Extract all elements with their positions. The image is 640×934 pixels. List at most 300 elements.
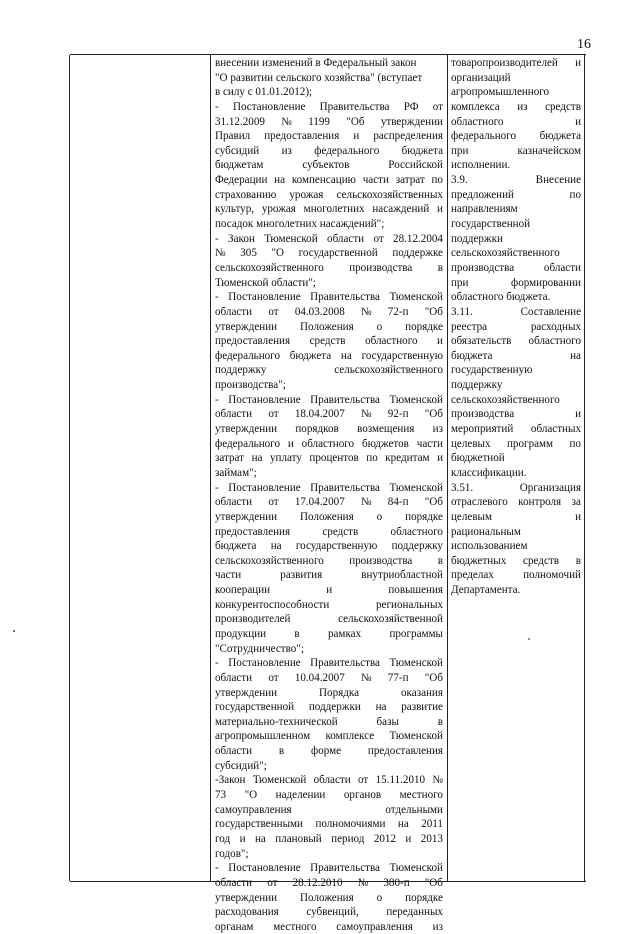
word: местного — [399, 789, 443, 802]
text-line: поддержки — [451, 232, 503, 245]
word: и — [437, 452, 443, 465]
word: утверждении — [380, 115, 443, 128]
text-line: посадок многолетних насаждений"; — [215, 218, 385, 231]
word: страхованию — [215, 188, 277, 201]
word: области — [215, 496, 253, 509]
word: и — [287, 437, 294, 450]
word: "Об — [346, 115, 365, 128]
word: в — [278, 745, 285, 758]
word: № — [360, 496, 372, 509]
word: многолетних — [303, 203, 365, 216]
word: Правил — [215, 130, 251, 143]
word: поддержку — [391, 540, 443, 553]
word: товаропроизводителей — [451, 57, 558, 69]
word: № — [281, 115, 292, 128]
text-line: сельскохозяйственного — [451, 393, 560, 406]
text-line — [215, 481, 443, 496]
word: предоставления — [215, 525, 291, 538]
word: материально-технической — [215, 715, 338, 728]
word: государственной — [298, 247, 378, 260]
word: от — [358, 774, 369, 787]
word: 77-п — [387, 671, 409, 684]
word: поддержке — [392, 247, 443, 260]
word: и — [437, 335, 443, 348]
text-line — [215, 115, 443, 130]
functions-column — [451, 56, 581, 598]
word: 18.04.2007 — [294, 408, 345, 421]
word: возмещения — [357, 423, 415, 436]
word: "Об — [424, 876, 443, 889]
text-line — [215, 407, 443, 422]
word: бюджета — [289, 349, 332, 362]
word: полномочиями — [315, 818, 386, 831]
word: - — [215, 100, 219, 113]
word: бюджета — [215, 540, 257, 553]
word: на — [570, 349, 581, 362]
text-line — [451, 320, 581, 335]
word: 3.11. — [451, 305, 473, 318]
text-line: "Сотрудничество"; — [215, 642, 304, 655]
legal-basis-column — [215, 56, 443, 934]
word: "О — [271, 247, 285, 260]
text-line — [215, 349, 443, 364]
text-line: в силу с 01.01.2012); — [215, 86, 313, 99]
word: оказания — [401, 686, 443, 699]
word: от — [268, 408, 279, 421]
word: предложений — [451, 188, 514, 201]
word: Постановление — [228, 862, 301, 875]
word: 15.11.2010 — [375, 774, 426, 787]
word: области — [313, 774, 351, 787]
word: Закон — [228, 232, 255, 245]
word: № — [360, 671, 372, 684]
word: наделении — [275, 789, 326, 802]
word: 04.03.2008 — [294, 305, 345, 318]
word: из — [432, 920, 443, 933]
word: пределах — [451, 569, 494, 582]
word: Тюменской — [389, 291, 443, 304]
word: на — [274, 174, 286, 187]
text-line: классификации. — [451, 466, 527, 479]
text-line: внесении изменений в Федеральный закон — [215, 57, 417, 69]
word: областного — [390, 525, 443, 538]
word: сельскохозяйственного — [215, 554, 324, 567]
word: и — [353, 130, 360, 143]
word: 28.12.2004 — [393, 232, 443, 245]
word: федерального — [314, 144, 380, 157]
word: порядке — [405, 891, 443, 904]
text-line — [215, 788, 443, 803]
word: кооперации — [215, 584, 271, 597]
word: программ — [506, 437, 554, 450]
word: о — [376, 891, 383, 904]
scan-dot — [528, 638, 530, 640]
word: государственными — [215, 818, 303, 831]
word: по — [366, 452, 378, 465]
word: реестра — [451, 320, 488, 333]
word: затрат — [215, 452, 245, 465]
text-line — [215, 363, 443, 378]
word: 3.9. — [451, 174, 468, 187]
word: уплату — [269, 452, 302, 465]
word: и — [405, 832, 412, 845]
word: 28.12.2010 — [292, 876, 343, 889]
text-line — [215, 451, 443, 466]
text-line — [215, 583, 443, 598]
text-line — [215, 832, 443, 847]
word: - — [215, 862, 219, 875]
word: 92-п — [387, 408, 409, 421]
word: - — [215, 291, 219, 304]
word: местного — [273, 920, 317, 933]
word: порядков — [295, 423, 339, 436]
word: от — [267, 876, 278, 889]
word: Тюменской — [389, 862, 443, 875]
word: за — [571, 496, 581, 509]
word: области — [215, 876, 253, 889]
word: год — [215, 832, 231, 845]
word: Тюменской — [264, 232, 318, 245]
text-line — [215, 188, 443, 203]
word: 2012 — [373, 832, 396, 845]
word: средств — [309, 335, 346, 348]
word: порядке — [405, 320, 443, 333]
word: Федерации — [215, 174, 268, 187]
word: Постановление — [232, 100, 306, 113]
word: культур, — [215, 203, 255, 216]
word: РФ — [403, 100, 419, 113]
word: Тюменской — [389, 657, 443, 670]
word: "О — [244, 789, 258, 802]
word: "Об — [424, 671, 443, 684]
word: органов — [343, 789, 382, 802]
word: - — [215, 657, 219, 670]
word: производителей — [215, 613, 291, 626]
word: распределения — [373, 130, 443, 143]
word: затрат — [395, 174, 425, 187]
word: повышения — [388, 584, 443, 597]
word: и — [575, 115, 581, 128]
text-line — [215, 202, 443, 217]
word: и — [575, 57, 581, 69]
word: сельскохозяйственной — [338, 613, 443, 626]
word: субсидий — [215, 144, 260, 157]
text-line — [451, 437, 581, 452]
word: Составление — [520, 305, 581, 318]
word: Тюменской — [252, 774, 307, 787]
text-line — [215, 656, 443, 671]
document-table — [70, 54, 586, 933]
word: отраслевого — [451, 496, 508, 509]
word: поддержку — [215, 364, 267, 377]
word: федерального — [451, 130, 517, 143]
word: области — [543, 261, 581, 274]
text-line — [215, 246, 443, 261]
word: самоуправления — [336, 920, 413, 933]
text-line — [451, 305, 581, 320]
word: Постановление — [228, 657, 301, 670]
text-line — [215, 744, 443, 759]
word: сельскохозяйственного — [334, 364, 443, 377]
word: и — [326, 584, 333, 597]
text-line — [215, 290, 443, 305]
word: производства — [349, 261, 413, 274]
word: утверждении — [215, 891, 278, 904]
word: обязательств — [451, 335, 512, 348]
word: полномочий — [523, 569, 581, 582]
word: при — [451, 144, 469, 157]
word: части — [362, 174, 389, 187]
word: № — [432, 774, 443, 787]
word: части — [215, 569, 242, 582]
text-line — [451, 144, 581, 159]
word: Постановление — [228, 393, 301, 406]
word: области — [215, 408, 253, 421]
word: насаждений — [372, 203, 430, 216]
text-line — [451, 56, 581, 71]
word: о — [376, 510, 383, 523]
text-line — [215, 525, 443, 540]
word: "Об — [424, 408, 443, 421]
word: целевых — [451, 437, 491, 450]
text-line: использованием — [451, 540, 528, 553]
word: Российской — [388, 159, 443, 172]
word: Положения — [300, 320, 354, 333]
word: на — [254, 832, 266, 845]
word: контроля — [518, 496, 562, 509]
word: компенсацию — [291, 174, 356, 187]
word: по — [431, 174, 443, 187]
text-line — [215, 554, 443, 569]
word: Правительства — [310, 481, 380, 494]
word: "Об — [424, 305, 443, 318]
text-line: направлениям — [451, 203, 518, 216]
word: Организация — [519, 481, 581, 494]
word: Тюменской — [389, 730, 443, 743]
text-line — [215, 905, 443, 920]
table-divider-1 — [210, 55, 211, 881]
text-line: Тюменской области"; — [215, 276, 316, 289]
word: при — [451, 276, 469, 289]
word: бюджета — [401, 144, 443, 157]
word: от — [432, 100, 443, 113]
word: области — [215, 745, 253, 758]
page-number: 16 — [577, 37, 591, 52]
text-line — [451, 554, 581, 569]
word: и — [437, 203, 443, 216]
word: области — [327, 232, 365, 245]
word: 84-п — [387, 496, 409, 509]
text-line — [451, 495, 581, 510]
word: от — [373, 232, 384, 245]
text-line — [451, 510, 581, 525]
word: субъектов — [302, 159, 350, 172]
text-line — [215, 100, 443, 115]
word: предоставления — [215, 335, 291, 348]
word: сельскохозяйственных — [336, 188, 443, 201]
word: производства — [451, 261, 515, 274]
word: плановый — [275, 832, 322, 845]
word: урожая — [261, 203, 296, 216]
word: рамках — [327, 627, 362, 640]
text-line — [451, 188, 581, 203]
word: в — [294, 627, 300, 640]
text-line: государственную — [451, 364, 533, 377]
text-line — [215, 861, 443, 876]
word: от — [268, 496, 279, 509]
text-line — [451, 100, 581, 115]
word: агропромышленном — [215, 730, 311, 743]
text-line — [215, 686, 443, 701]
word: конкурентоспособности — [215, 598, 330, 611]
text-line — [215, 393, 443, 408]
word: кредитам — [385, 452, 430, 465]
text-line: областного бюджета. — [451, 291, 551, 304]
text-line — [215, 495, 443, 510]
word: из — [281, 144, 292, 157]
word: 10.04.2007 — [294, 671, 345, 684]
word: № — [357, 876, 369, 889]
word: развитие — [401, 701, 443, 714]
word: 72-п — [387, 305, 409, 318]
word: развития — [280, 569, 323, 582]
word: 305 — [240, 247, 257, 260]
word: по — [569, 188, 581, 201]
word: Правительства — [310, 862, 380, 875]
word: утверждении — [215, 423, 278, 436]
text-line: государственной — [451, 218, 531, 231]
word: период — [331, 832, 365, 845]
word: в — [575, 554, 581, 567]
text-line — [215, 320, 443, 335]
word: № — [360, 305, 372, 318]
word: бюджета — [451, 349, 493, 362]
word: 2011 — [421, 818, 443, 831]
text-line — [215, 598, 443, 613]
word: программы — [389, 627, 443, 640]
text-line — [215, 920, 443, 934]
text-line: исполнении. — [451, 159, 511, 172]
text-line — [451, 568, 581, 583]
word: - — [215, 393, 219, 406]
text-line — [451, 349, 581, 364]
word: о — [376, 320, 383, 333]
text-line — [215, 173, 443, 188]
word: базы — [376, 715, 399, 728]
word: на — [251, 452, 263, 465]
word: казначейском — [517, 144, 581, 157]
word: 1199 — [308, 115, 330, 128]
word: комплексе — [325, 730, 375, 743]
word: и — [575, 510, 581, 523]
word: Тюменской — [389, 393, 443, 406]
text-line: годов"; — [215, 847, 249, 860]
word: порядке — [405, 510, 443, 523]
word: Положения — [300, 510, 354, 523]
word: субвенций, — [306, 906, 359, 919]
text-line — [215, 437, 443, 452]
word: в — [437, 554, 443, 567]
word: Положения — [300, 891, 354, 904]
text-line — [451, 407, 581, 422]
text-line — [451, 129, 581, 144]
word: 73 — [215, 789, 227, 802]
word: на — [375, 701, 387, 714]
word: Постановление — [228, 291, 301, 304]
table-border-left — [69, 55, 70, 881]
word: Правительства — [310, 657, 380, 670]
text-line — [215, 612, 443, 627]
word: региональных — [376, 598, 443, 611]
word: области — [215, 305, 253, 318]
text-line — [215, 334, 443, 349]
text-line — [215, 773, 443, 788]
word: Порядка — [319, 686, 360, 699]
word: № — [215, 247, 226, 260]
word: Правительства — [319, 100, 390, 113]
text-line — [215, 129, 443, 144]
word: государственной — [215, 701, 295, 714]
word: комплекса — [451, 100, 500, 113]
word: в — [437, 261, 443, 274]
word: утверждении — [215, 510, 278, 523]
table-border-right — [584, 55, 585, 881]
word: - — [215, 232, 219, 245]
word: и — [239, 832, 246, 845]
word: 2013 — [420, 832, 443, 845]
word: переданных — [386, 906, 443, 919]
word: 17.04.2007 — [294, 496, 345, 509]
text-line: производства"; — [215, 379, 286, 392]
word: самоуправления — [215, 803, 292, 816]
text-line — [215, 729, 443, 744]
text-line — [451, 115, 581, 130]
word: областного — [301, 437, 355, 450]
word: утверждении — [215, 320, 278, 333]
word: расходных — [530, 320, 581, 333]
word: от — [268, 671, 279, 684]
word: отдельными — [385, 803, 443, 816]
text-line — [215, 715, 443, 730]
text-line — [215, 876, 443, 891]
scan-dot — [13, 630, 15, 632]
word: на — [340, 349, 352, 362]
word: от — [268, 305, 279, 318]
word: мероприятий — [451, 423, 514, 436]
text-line — [215, 891, 443, 906]
word: утверждении — [215, 686, 278, 699]
word: средств — [523, 554, 559, 567]
word: из — [517, 100, 528, 113]
word: федерального — [215, 349, 281, 362]
word: процентов — [309, 452, 359, 465]
text-line — [215, 232, 443, 247]
text-line — [215, 261, 443, 276]
word: сельскохозяйственного — [215, 261, 324, 274]
text-line — [215, 422, 443, 437]
word: "Об — [424, 496, 443, 509]
word: № — [360, 408, 372, 421]
word: производства — [349, 554, 413, 567]
word: Постановление — [228, 481, 301, 494]
word: в — [437, 715, 443, 728]
text-line — [451, 261, 581, 276]
word: бюджетам — [215, 159, 264, 172]
text-line — [215, 144, 443, 159]
word: поддержки — [308, 701, 361, 714]
word: предоставления — [264, 130, 340, 143]
word: федерального — [215, 437, 281, 450]
